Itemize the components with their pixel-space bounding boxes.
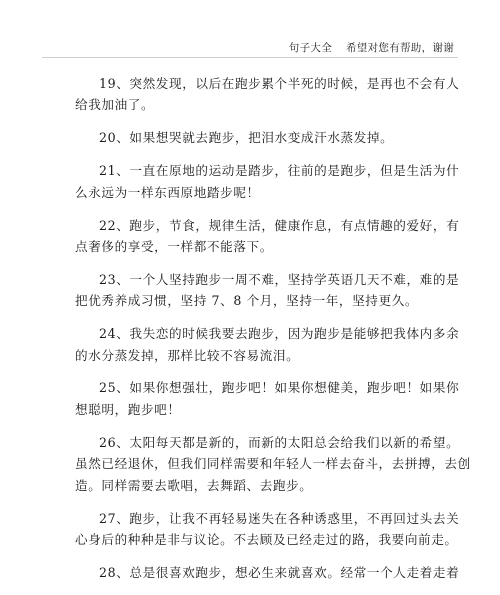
- entry-line: 想聪明，跑步吧！: [75, 401, 181, 417]
- entry-27: [75, 508, 460, 551]
- entry-line: 虽然已经退休，但我们同样需要和年轻人一样去奋斗，去拼搏，去创: [75, 456, 471, 472]
- entry-line: 22、跑步，节食，规律生活，健康作息，有点情趣的爱好，有: [99, 217, 460, 233]
- header-title: 句子大全: [288, 42, 332, 54]
- entry-line: 21、一直在原地的运动是踏步，往前的是跑步，但是生活为什: [99, 163, 460, 179]
- entry-line: 28、总是很喜欢跑步，想必生来就喜欢。经常一个人走着走着: [99, 564, 460, 580]
- entry-line: 25、如果你想强壮，跑步吧！如果你想健美，跑步吧！如果你: [99, 380, 460, 396]
- entry-line: 的水分蒸发掉，那样比较不容易流泪。: [75, 347, 300, 363]
- entry-line: 把优秀养成习惯，坚持 7、8 个月，坚持一年，坚持更久。: [75, 293, 419, 309]
- entry-line: 点奢侈的享受，一样都不能落下。: [75, 238, 273, 254]
- entry-line: 给我加油了。: [75, 97, 155, 113]
- entry-line: 27、跑步，让我不再轻易迷失在各种诱惑里，不再回过头去关: [99, 510, 460, 526]
- header-note: 希望对您有帮助，谢谢: [346, 42, 454, 54]
- entry-26: [75, 432, 471, 496]
- entry-25: [75, 377, 460, 420]
- entry-list: [75, 73, 471, 595]
- entry-19: [75, 73, 460, 116]
- entry-line: 19、突然发现，以后在跑步累个半死的时候，是再也不会有人: [99, 76, 460, 91]
- entry-28: [75, 562, 460, 583]
- entry-line: 么永远为一样东西原地踏步呢！: [75, 184, 260, 200]
- entry-line: 24、我失恋的时候我要去跑步，因为跑步是能够把我体内多余: [99, 326, 460, 342]
- entry-20: [75, 127, 428, 148]
- entry-line: 造。同样需要去歌唱，去舞蹈、去跑步。: [75, 477, 313, 493]
- entry-line: 心身后的种种是非与议论。不去顾及已经走过的路，我要向前走。: [75, 531, 458, 547]
- entry-24: [75, 323, 460, 366]
- entry-21: [75, 160, 460, 203]
- entry-line: 20、如果想哭就去跑步，把泪水变成汗水蒸发掉。: [99, 130, 394, 146]
- entry-line: 23、一个人坚持跑步一周不难，坚持学英语几天不难，难的是: [99, 271, 460, 287]
- entry-22: [75, 215, 460, 258]
- page-header: [289, 40, 454, 55]
- entry-line: 26、太阳每天都是新的，而新的太阳总会给我们以新的希望。: [99, 434, 460, 450]
- header-rule: [42, 57, 458, 58]
- entry-23: [75, 269, 460, 312]
